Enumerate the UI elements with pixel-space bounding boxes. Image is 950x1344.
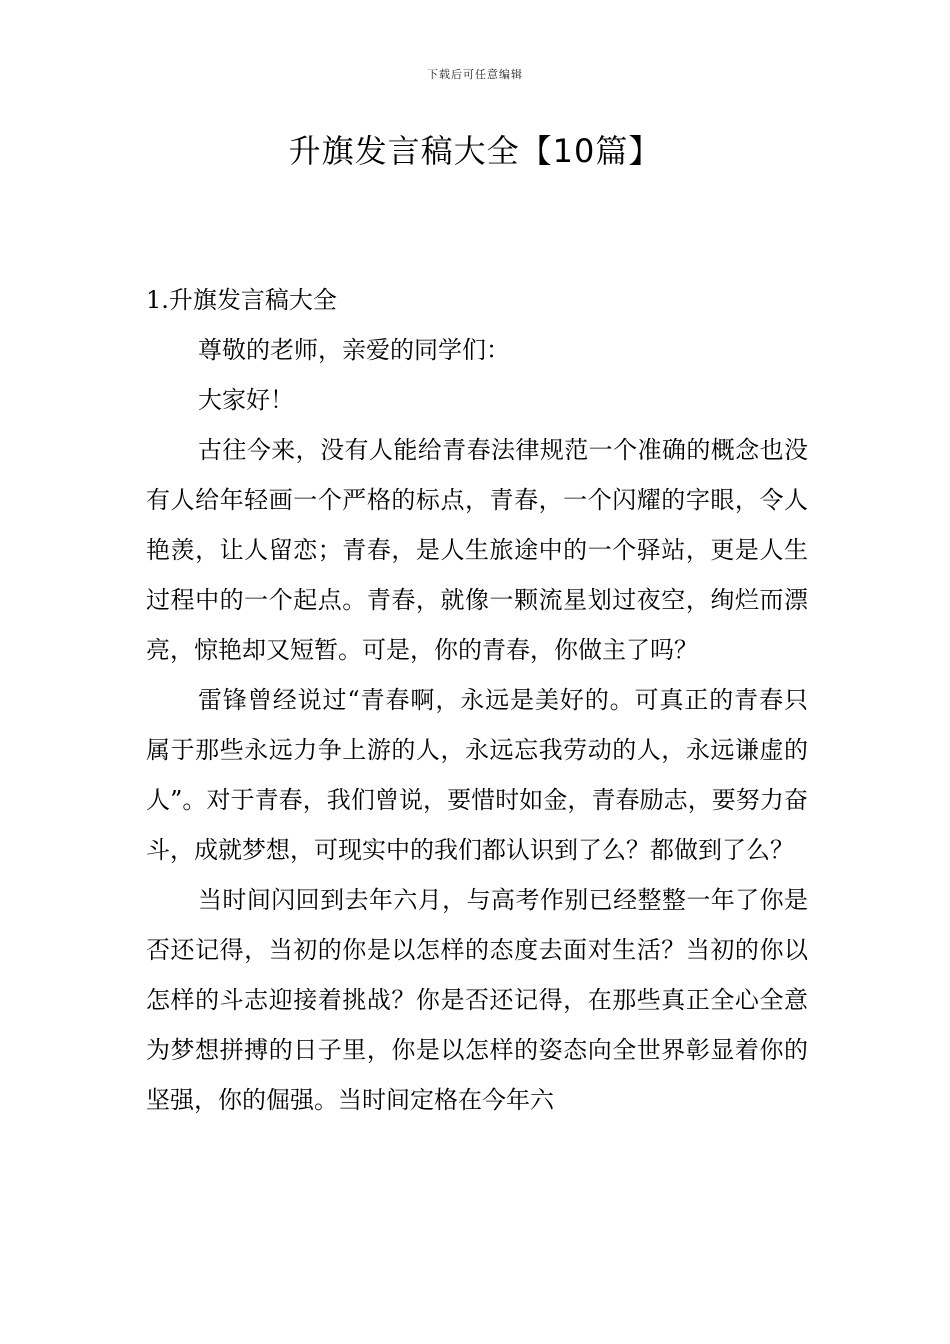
document-body: [146, 275, 808, 1125]
body-paragraph: 雷锋曾经说过“青春啊，永远是美好的。可真正的青春只属于那些永远力争上游的人，永远忘我劳动的人，永远谦虚的人”。对于青春，我们曾说，要惜时如金，青春励志，要努力奋斗，成就梦想，可现实中的我们都认识到了么？都做到了么？: [146, 686, 808, 864]
header-note: 下载后可任意编辑: [427, 68, 523, 81]
section-heading: 1.升旗发言稿大全: [146, 286, 337, 314]
body-paragraph: 当时间闪回到去年六月，与高考作别已经整整一年了你是否还记得，当初的你是以怎样的态度去面对生活？当初的你以怎样的斗志迎接着挑战？你是否还记得，在那些真正全心全意为梦想拼搏的日子里，你是以怎样的姿态向全世界彰显着你的坚强，你的倔强。当时间定格在今年六: [146, 886, 808, 1114]
body-paragraph: 古往今来，没有人能给青春法律规范一个准确的概念也没有人给年轻画一个严格的标点，青春，一个闪耀的字眼，令人艳羡，让人留恋；青春，是人生旅途中的一个驿站，更是人生过程中的一个起点。青春，就像一颗流星划过夜空，绚烂而漂亮，惊艳却又短暂。可是，你的青春，你做主了吗？: [146, 436, 808, 664]
document-title: 升旗发言稿大全【10篇】: [288, 132, 662, 170]
salutation: 尊敬的老师，亲爱的同学们：: [198, 336, 510, 364]
greeting: 大家好！: [198, 386, 294, 414]
